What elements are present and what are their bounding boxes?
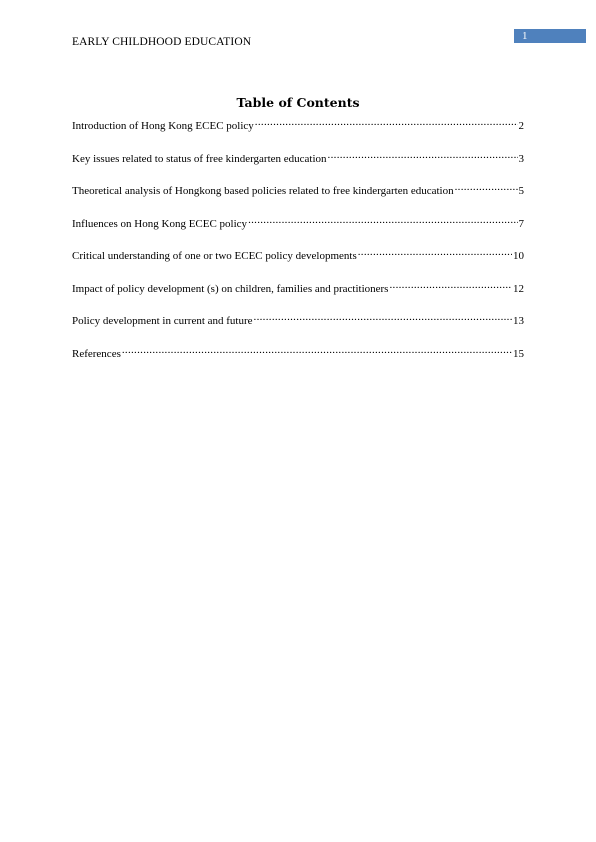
toc-entry[interactable] — [72, 213, 524, 230]
toc-entry-page: 5 — [518, 185, 524, 197]
dot-leader — [455, 180, 518, 194]
toc-entry-text: Influences on Hong Kong ECEC policy — [72, 217, 248, 230]
toc-entry-page: 13 — [513, 315, 524, 327]
dot-leader — [358, 245, 512, 259]
toc-entry[interactable] — [72, 148, 524, 165]
toc-entry-text: Theoretical analysis of Hongkong based policies related to free kindergarten education — [72, 185, 454, 197]
dot-leader — [255, 115, 518, 129]
toc-entry[interactable] — [72, 115, 524, 132]
toc-entry-page: 3 — [518, 152, 524, 165]
toc-entry-text: References — [72, 347, 121, 360]
toc-entry-text: Policy development in current and future — [72, 315, 253, 327]
toc-entry[interactable] — [72, 245, 524, 262]
toc-entry-page: 15 — [513, 347, 524, 360]
toc-entry-text: Impact of policy development (s) on children, families and practitioners — [72, 282, 389, 295]
dot-leader — [248, 213, 517, 227]
toc-entry-text: Critical understanding of one or two ECEC policy developments — [72, 250, 357, 262]
toc-entry[interactable] — [72, 343, 524, 360]
toc-entry[interactable] — [72, 310, 524, 327]
dot-leader — [254, 310, 512, 324]
toc-title: Table of Contents — [236, 95, 360, 110]
toc-entry-page: 7 — [518, 217, 524, 230]
running-header-title: EARLY CHILDHOOD EDUCATION — [72, 36, 252, 48]
toc-entry-page: 2 — [518, 120, 524, 132]
page-number-badge: 1 — [514, 29, 586, 43]
toc-entry[interactable] — [72, 180, 524, 197]
toc-entry-page: 10 — [513, 250, 524, 262]
table-of-contents — [72, 115, 524, 375]
toc-entry-page: 12 — [513, 282, 524, 295]
toc-entry-text: Key issues related to status of free kindergarten education — [72, 152, 327, 165]
dot-leader — [389, 278, 512, 292]
toc-entry[interactable] — [72, 278, 524, 295]
dot-leader — [122, 343, 512, 357]
toc-entry-text: Introduction of Hong Kong ECEC policy — [72, 120, 254, 132]
dot-leader — [328, 148, 518, 162]
